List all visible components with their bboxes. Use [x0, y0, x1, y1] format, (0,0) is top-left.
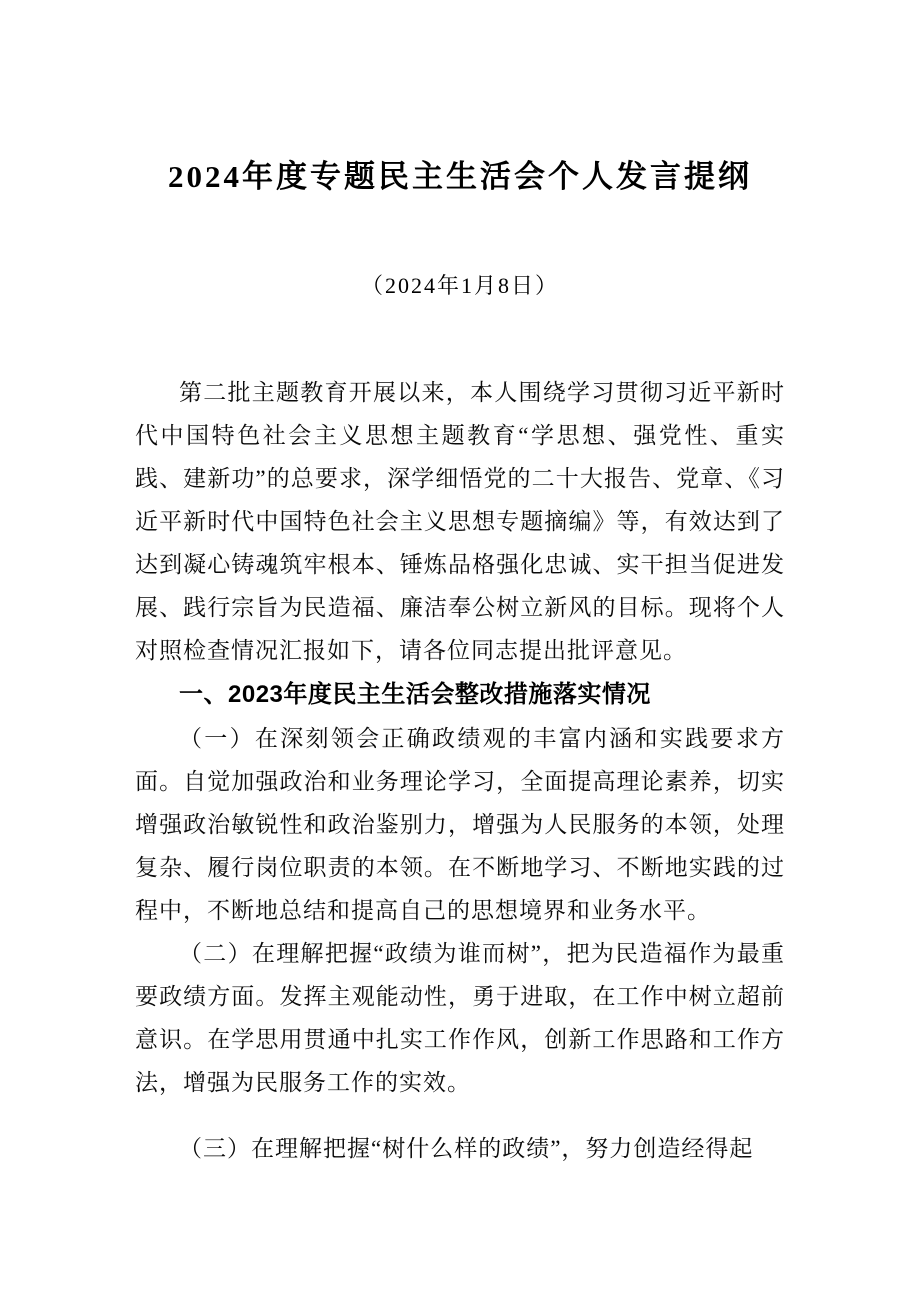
document-body: [135, 371, 785, 1170]
document-title: 2024年度专题民主生活会个人发言提纲: [168, 159, 752, 194]
paragraph-item-three: （三）在理解把握“树什么样的政绩”，努力创造经得起: [179, 1136, 754, 1161]
paragraph-item-one: （一）在深刻领会正确政绩观的丰富内涵和实践要求方面。自觉加强政治和业务理论学习，全面提高理论素养，切实增强政治敏锐性和政治鉴别力，增强为人民服务的本领，处理复杂、履行岗位职责的本领。在不断地学习、不断地实践的过程中，不断地总结和提高自己的思想境界和业务水平。: [135, 726, 785, 923]
paragraph-intro: 第二批主题教育开展以来，本人围绕学习贯彻习近平新时代中国特色社会主义思想主题教育“学思想、强党性、重实践、建新功”的总要求，深学细悟党的二十大报告、党章、《习近平新时代中国特色社会主义思想专题摘编》等，有效达到了达到凝心铸魂筑牢根本、锤炼品格强化忠诚、实干担当促进发展、践行宗旨为民造福、廉洁奉公树立新风的目标。现将个人对照检查情况汇报如下，请各位同志提出批评意见。: [135, 380, 785, 663]
paragraph-item-two: （二）在理解把握“政绩为谁而树”，把为民造福作为最重要政绩方面。发挥主观能动性，勇于进取，在工作中树立超前意识。在学思用贯通中扎实工作作风，创新工作思路和工作方法，增强为民服务工作的实效。: [135, 941, 785, 1095]
section-heading-rectification: 一、2023年度民主生活会整改措施落实情况: [179, 681, 651, 708]
document-date-line: （2024年1月8日）: [360, 273, 559, 298]
